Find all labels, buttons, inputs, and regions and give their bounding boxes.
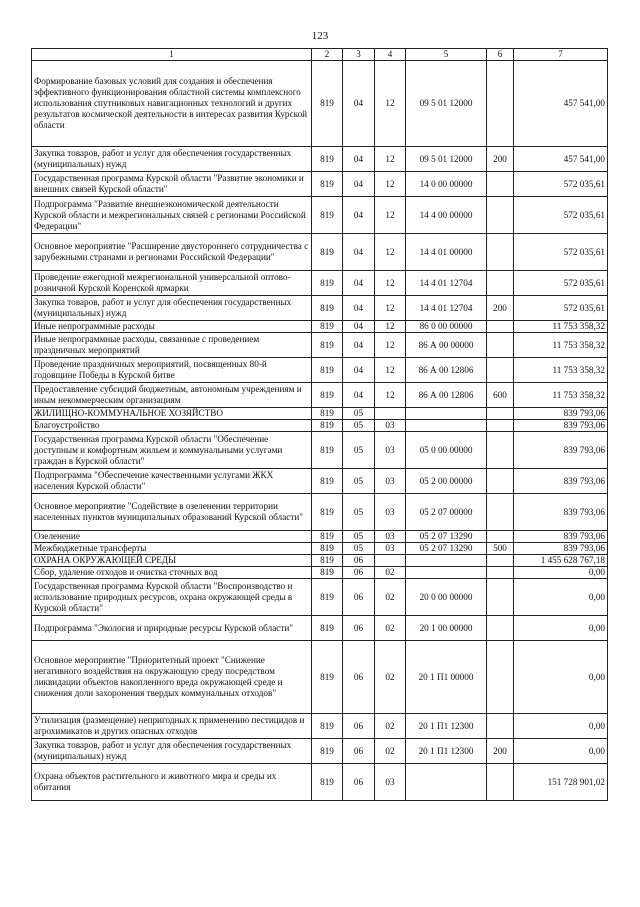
row-subsection: 12 [375, 358, 406, 383]
row-target-article: 20 1 П1 00000 [406, 641, 487, 714]
row-expense-type [487, 197, 514, 234]
row-subsection: 02 [375, 567, 406, 579]
header-col-2: 2 [312, 49, 343, 61]
row-expense-type [487, 764, 514, 801]
row-subsection: 12 [375, 147, 406, 172]
row-amount: 11 753 358,32 [514, 358, 608, 383]
row-target-article: 86 А 00 12806 [406, 358, 487, 383]
row-amount: 457 541,00 [514, 61, 608, 147]
table-row [32, 764, 608, 801]
row-expense-type [487, 567, 514, 579]
row-section: 04 [343, 333, 375, 358]
row-expense-type [487, 420, 514, 432]
row-ministry: 819 [312, 567, 343, 579]
row-name: Государственная программа Курской области "Воспроизводство и использование природных ресурсов, охрана окружающей среды в Курской области" [32, 579, 312, 616]
row-section: 06 [343, 579, 375, 616]
table-header-row [32, 49, 608, 61]
row-subsection: 03 [375, 420, 406, 432]
header-col-7: 7 [514, 49, 608, 61]
row-name: Охрана объектов растительного и животного мира и среды их обитания [32, 764, 312, 801]
row-amount: 572 035,61 [514, 271, 608, 296]
row-section: 05 [343, 432, 375, 469]
row-amount: 839 793,06 [514, 531, 608, 543]
row-section: 04 [343, 271, 375, 296]
row-section: 06 [343, 714, 375, 739]
table-row [32, 432, 608, 469]
row-expense-type [487, 432, 514, 469]
row-amount: 151 728 901,02 [514, 764, 608, 801]
row-amount: 839 793,06 [514, 543, 608, 555]
row-amount: 572 035,61 [514, 234, 608, 271]
row-ministry: 819 [312, 616, 343, 641]
row-section: 05 [343, 494, 375, 531]
row-subsection [375, 555, 406, 567]
row-ministry: 819 [312, 420, 343, 432]
table-row [32, 383, 608, 408]
table-row [32, 234, 608, 271]
row-ministry: 819 [312, 469, 343, 494]
row-section: 04 [343, 197, 375, 234]
row-ministry: 819 [312, 764, 343, 801]
row-ministry: 819 [312, 147, 343, 172]
row-expense-type: 200 [487, 147, 514, 172]
row-expense-type [487, 333, 514, 358]
row-target-article [406, 555, 487, 567]
row-subsection: 03 [375, 469, 406, 494]
table-row [32, 469, 608, 494]
row-target-article [406, 420, 487, 432]
row-expense-type [487, 641, 514, 714]
row-name: Основное мероприятие "Содействие в озеленении территории населенных пунктов муниципальных образований Курской области" [32, 494, 312, 531]
row-section: 06 [343, 764, 375, 801]
row-target-article: 20 1 П1 12300 [406, 739, 487, 764]
header-col-3: 3 [343, 49, 375, 61]
table-row [32, 616, 608, 641]
row-name: Подпрограмма "Обеспечение качественными услугами ЖКХ населения Курской области" [32, 469, 312, 494]
row-section: 06 [343, 641, 375, 714]
row-expense-type [487, 616, 514, 641]
row-name: Государственная программа Курской области "Обеспечение доступным и комфортным жильем и коммунальными услугами граждан в Курской области" [32, 432, 312, 469]
row-name: Формирование базовых условий для создания и обеспечения эффективного функционирования областной системы комплексного использования спутниковых навигационных технологий и других результатов космической деятельности в интересах развития Курской области [32, 61, 312, 147]
row-name: Проведение ежегодной межрегиональной универсальной оптово-розничной Курской Коренской ярмарки [32, 271, 312, 296]
row-subsection: 02 [375, 579, 406, 616]
row-name: Основное мероприятие "Приоритетный проект "Снижение негативного воздействия на окружающую среду посредством ликвидации объектов накопленного вреда окружающей среде и снижения доли захоронения твердых коммунальных отходов" [32, 641, 312, 714]
row-subsection: 02 [375, 616, 406, 641]
row-expense-type [487, 531, 514, 543]
row-ministry: 819 [312, 197, 343, 234]
header-col-5: 5 [406, 49, 487, 61]
row-ministry: 819 [312, 271, 343, 296]
row-expense-type [487, 358, 514, 383]
table-row [32, 739, 608, 764]
row-expense-type [487, 408, 514, 420]
row-amount: 11 753 358,32 [514, 321, 608, 333]
row-target-article: 20 0 00 00000 [406, 579, 487, 616]
row-amount: 11 753 358,32 [514, 333, 608, 358]
row-section: 04 [343, 296, 375, 321]
row-ministry: 819 [312, 555, 343, 567]
row-section: 04 [343, 383, 375, 408]
row-name: Закупка товаров, работ и услуг для обеспечения государственных (муниципальных) нужд [32, 739, 312, 764]
row-amount: 0,00 [514, 739, 608, 764]
row-subsection: 12 [375, 296, 406, 321]
row-amount: 839 793,06 [514, 408, 608, 420]
row-amount: 839 793,06 [514, 420, 608, 432]
row-section: 05 [343, 543, 375, 555]
row-name: Озеленение [32, 531, 312, 543]
row-target-article: 86 0 00 00000 [406, 321, 487, 333]
row-subsection: 02 [375, 714, 406, 739]
table-row [32, 296, 608, 321]
row-section: 06 [343, 567, 375, 579]
table-row [32, 147, 608, 172]
row-subsection: 03 [375, 531, 406, 543]
row-target-article: 05 0 00 00000 [406, 432, 487, 469]
row-ministry: 819 [312, 172, 343, 197]
row-section: 04 [343, 321, 375, 333]
table-row [32, 333, 608, 358]
table-row [32, 420, 608, 432]
table-row [32, 61, 608, 147]
row-target-article: 05 2 07 13290 [406, 543, 487, 555]
row-target-article: 86 А 00 12806 [406, 383, 487, 408]
table-row [32, 358, 608, 383]
row-target-article: 14 4 01 12704 [406, 296, 487, 321]
row-amount: 0,00 [514, 714, 608, 739]
table-row [32, 555, 608, 567]
row-ministry: 819 [312, 333, 343, 358]
row-target-article: 05 2 07 13290 [406, 531, 487, 543]
row-target-article: 05 2 07 00000 [406, 494, 487, 531]
row-ministry: 819 [312, 383, 343, 408]
row-section: 04 [343, 234, 375, 271]
row-amount: 0,00 [514, 641, 608, 714]
header-col-1: 1 [32, 49, 312, 61]
row-amount: 839 793,06 [514, 469, 608, 494]
row-subsection: 12 [375, 234, 406, 271]
row-subsection: 03 [375, 543, 406, 555]
row-amount: 572 035,61 [514, 172, 608, 197]
row-section: 06 [343, 616, 375, 641]
row-target-article [406, 567, 487, 579]
row-target-article: 86 А 00 00000 [406, 333, 487, 358]
row-expense-type [487, 494, 514, 531]
row-expense-type: 200 [487, 296, 514, 321]
row-name: Утилизация (размещение) непригодных к применению пестицидов и агрохимикатов и других опасных отходов [32, 714, 312, 739]
row-amount: 839 793,06 [514, 432, 608, 469]
table-row [32, 197, 608, 234]
row-amount: 457 541,00 [514, 147, 608, 172]
row-ministry: 819 [312, 61, 343, 147]
row-name: Подпрограмма "Развитие внешнеэкономической деятельности Курской области и межрегиональных связей с регионами Российской Федерации" [32, 197, 312, 234]
row-name: Благоустройство [32, 420, 312, 432]
row-target-article: 14 4 01 00000 [406, 234, 487, 271]
row-ministry: 819 [312, 321, 343, 333]
row-section: 04 [343, 147, 375, 172]
row-section: 06 [343, 739, 375, 764]
row-section: 05 [343, 408, 375, 420]
row-name: Закупка товаров, работ и услуг для обеспечения государственных (муниципальных) нужд [32, 147, 312, 172]
row-expense-type [487, 714, 514, 739]
row-expense-type [487, 321, 514, 333]
table-row [32, 714, 608, 739]
row-ministry: 819 [312, 543, 343, 555]
row-name: Государственная программа Курской области "Развитие экономики и внешних связей Курской области" [32, 172, 312, 197]
row-expense-type: 500 [487, 543, 514, 555]
row-name: Проведение праздничных мероприятий, посвященных 80-й годовщине Победы в Курской битве [32, 358, 312, 383]
row-subsection: 12 [375, 61, 406, 147]
row-ministry: 819 [312, 579, 343, 616]
row-ministry: 819 [312, 358, 343, 383]
row-target-article [406, 408, 487, 420]
row-ministry: 819 [312, 296, 343, 321]
row-expense-type: 200 [487, 739, 514, 764]
row-section: 05 [343, 420, 375, 432]
table-row [32, 494, 608, 531]
row-name: Сбор, удаление отходов и очистка сточных вод [32, 567, 312, 579]
row-name: Закупка товаров, работ и услуг для обеспечения государственных (муниципальных) нужд [32, 296, 312, 321]
header-col-6: 6 [487, 49, 514, 61]
row-target-article: 20 1 П1 12300 [406, 714, 487, 739]
table-row [32, 271, 608, 296]
row-amount: 11 753 358,32 [514, 383, 608, 408]
row-target-article: 14 4 01 12704 [406, 271, 487, 296]
table-row [32, 172, 608, 197]
row-section: 04 [343, 172, 375, 197]
row-target-article: 09 5 01 12000 [406, 147, 487, 172]
row-name: ОХРАНА ОКРУЖАЮЩЕЙ СРЕДЫ [32, 555, 312, 567]
row-subsection: 12 [375, 197, 406, 234]
row-target-article: 20 1 00 00000 [406, 616, 487, 641]
row-amount: 839 793,06 [514, 494, 608, 531]
row-name: ЖИЛИЩНО-КОММУНАЛЬНОЕ ХОЗЯЙСТВО [32, 408, 312, 420]
row-name: Иные непрограммные расходы [32, 321, 312, 333]
table-row [32, 543, 608, 555]
row-ministry: 819 [312, 641, 343, 714]
row-section: 04 [343, 61, 375, 147]
row-amount: 572 035,61 [514, 296, 608, 321]
row-ministry: 819 [312, 714, 343, 739]
row-expense-type [487, 234, 514, 271]
row-target-article: 05 2 00 00000 [406, 469, 487, 494]
page-number: 123 [311, 30, 329, 42]
table-row [32, 579, 608, 616]
row-subsection: 03 [375, 764, 406, 801]
row-name: Межбюджетные трансферты [32, 543, 312, 555]
row-ministry: 819 [312, 531, 343, 543]
row-amount: 572 035,61 [514, 197, 608, 234]
row-ministry: 819 [312, 739, 343, 764]
budget-table [31, 48, 608, 801]
table-row [32, 321, 608, 333]
row-subsection: 03 [375, 494, 406, 531]
row-expense-type [487, 469, 514, 494]
row-amount: 0,00 [514, 567, 608, 579]
header-col-4: 4 [375, 49, 406, 61]
table-row [32, 408, 608, 420]
row-ministry: 819 [312, 494, 343, 531]
row-ministry: 819 [312, 408, 343, 420]
row-subsection [375, 408, 406, 420]
row-target-article: 14 0 00 00000 [406, 172, 487, 197]
row-expense-type: 600 [487, 383, 514, 408]
row-subsection: 12 [375, 172, 406, 197]
table-row [32, 567, 608, 579]
row-subsection: 03 [375, 432, 406, 469]
row-ministry: 819 [312, 234, 343, 271]
row-ministry: 819 [312, 432, 343, 469]
row-subsection: 12 [375, 333, 406, 358]
row-name: Подпрограмма "Экология и природные ресурсы Курской области" [32, 616, 312, 641]
row-amount: 0,00 [514, 579, 608, 616]
row-expense-type [487, 555, 514, 567]
row-subsection: 02 [375, 641, 406, 714]
row-target-article: 14 4 00 00000 [406, 197, 487, 234]
row-expense-type [487, 172, 514, 197]
row-amount: 1 455 628 767,18 [514, 555, 608, 567]
row-section: 05 [343, 469, 375, 494]
row-subsection: 12 [375, 271, 406, 296]
row-section: 04 [343, 358, 375, 383]
row-target-article [406, 764, 487, 801]
row-section: 06 [343, 555, 375, 567]
row-amount: 0,00 [514, 616, 608, 641]
row-name: Предоставление субсидий бюджетным, автономным учреждениям и иным некоммерческим организациям [32, 383, 312, 408]
row-subsection: 12 [375, 321, 406, 333]
table-row [32, 641, 608, 714]
row-target-article: 09 5 01 12000 [406, 61, 487, 147]
row-name: Иные непрограммные расходы, связанные с проведением праздничных мероприятий [32, 333, 312, 358]
row-subsection: 12 [375, 383, 406, 408]
row-expense-type [487, 61, 514, 147]
row-name: Основное мероприятие "Расширение двустороннего сотрудничества с зарубежными странами и регионами Российской Федерации" [32, 234, 312, 271]
row-expense-type [487, 271, 514, 296]
row-subsection: 02 [375, 739, 406, 764]
row-expense-type [487, 579, 514, 616]
row-section: 05 [343, 531, 375, 543]
table-row [32, 531, 608, 543]
